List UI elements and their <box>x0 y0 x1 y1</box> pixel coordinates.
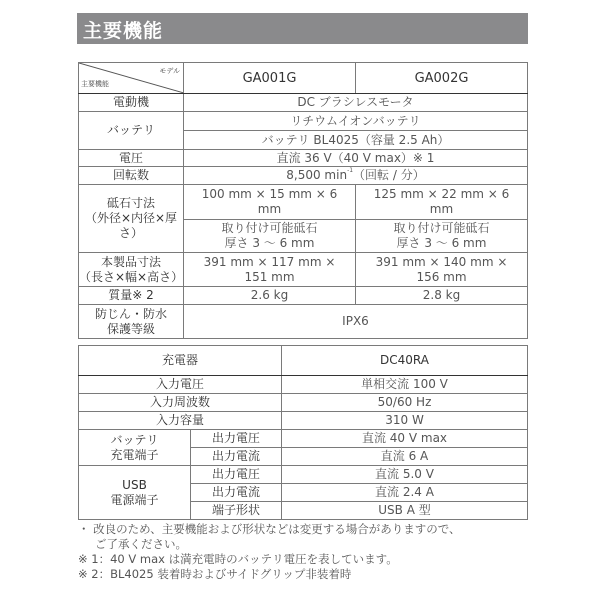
rpm-label: 回転数 <box>79 167 184 185</box>
motor-value: DC ブラシレスモータ <box>184 94 528 112</box>
wheel-size-label-line1: 砥石寸法 <box>106 196 155 210</box>
charger-header-row <box>79 346 528 376</box>
input-voltage-label: 入力電圧 <box>79 376 282 394</box>
input-frequency-label: 入力周波数 <box>79 394 282 412</box>
input-frequency-row <box>79 394 528 412</box>
usb-terminal-label-line2: 電源端子 <box>110 492 159 507</box>
protection-label-line1: 防じん・防水 <box>94 306 167 321</box>
battery-output-current-value: 直流 6 A <box>282 448 528 466</box>
wheel-thickness-ga001g: 取り付け可能砥石 厚さ 3 ～ 6 mm <box>184 220 356 253</box>
voltage-row <box>79 150 528 167</box>
rpm-exponent: -1 <box>347 167 354 174</box>
input-capacity-row <box>79 412 528 430</box>
wheel-size-ga002g: 125 mm × 22 mm × 6 mm <box>356 185 528 220</box>
rpm-row <box>79 167 528 185</box>
battery-output-voltage-label: 出力電圧 <box>191 430 282 448</box>
protection-value: IPX6 <box>184 305 528 339</box>
usb-output-current-label: 出力電流 <box>191 484 282 502</box>
battery-row <box>79 112 528 131</box>
battery-model: バッテリ BL4025（容量 2.5 Ah） <box>184 131 528 150</box>
dimensions-label-line2: （長さ×幅×高さ） <box>79 269 184 284</box>
motor-label: 電動機 <box>79 94 184 112</box>
model-ga002g: GA002G <box>356 63 528 94</box>
usb-output-voltage-value: 直流 5.0 V <box>282 466 528 484</box>
input-frequency-value: 50/60 Hz <box>282 394 528 412</box>
battery-type: リチウムイオンバッテリ <box>184 112 528 131</box>
wheel-size-label-line2: （外径×内径×厚さ） <box>84 211 178 240</box>
note-improvement: ・ 改良のため、主要機能および形状などは変更する場合がありますので、 <box>78 522 461 536</box>
battery-terminal-label-line1: バッテリ <box>110 432 159 447</box>
voltage-value: 直流 36 V（40 V max）※ 1 <box>184 150 528 167</box>
charger-table <box>78 345 528 520</box>
usb-terminal-label-line1: USB <box>122 477 147 492</box>
weight-ga002g: 2.8 kg <box>356 287 528 305</box>
battery-terminal-label <box>79 430 191 466</box>
footnote-1: ※ 1：40 V max は満充電時のバッテリ電圧を表しています。 <box>78 552 398 566</box>
dimensions-row <box>79 253 528 287</box>
voltage-label: 電圧 <box>79 150 184 167</box>
battery-terminal-voltage-row <box>79 430 528 448</box>
rpm-value <box>184 167 528 185</box>
corner-top-label: モデル <box>159 67 180 75</box>
motor-row <box>79 94 528 112</box>
usb-output-current-value: 直流 2.4 A <box>282 484 528 502</box>
corner-cell <box>79 63 184 94</box>
rpm-number: 8,500 min <box>286 168 348 182</box>
protection-label-line2: 保護等級 <box>106 321 155 336</box>
input-capacity-label: 入力容量 <box>79 412 282 430</box>
dimensions-ga002g: 391 mm × 140 mm × 156 mm <box>356 253 528 287</box>
battery-output-current-label: 出力電流 <box>191 448 282 466</box>
wheel-size-label <box>79 185 184 253</box>
input-capacity-value: 310 W <box>282 412 528 430</box>
input-voltage-row <box>79 376 528 394</box>
weight-row <box>79 287 528 305</box>
charger-model: DC40RA <box>282 346 528 376</box>
note-improvement-cont: ご了承ください。 <box>95 537 187 551</box>
section-title: 主要機能 <box>83 20 164 42</box>
battery-output-voltage-value: 直流 40 V max <box>282 430 528 448</box>
spec-table <box>78 62 528 339</box>
usb-output-voltage-label: 出力電圧 <box>191 466 282 484</box>
section-title-bar <box>77 13 528 44</box>
usb-terminal-shape-label: 端子形状 <box>191 502 282 520</box>
model-ga001g: GA001G <box>184 63 356 94</box>
usb-voltage-row <box>79 466 528 484</box>
wheel-size-row <box>79 185 528 220</box>
notes <box>78 522 538 582</box>
usb-terminal-shape-value: USB A 型 <box>282 502 528 520</box>
dimensions-label-line1: 本製品寸法 <box>100 254 161 269</box>
battery-terminal-label-line2: 充電端子 <box>110 447 159 462</box>
input-voltage-value: 単相交流 100 V <box>282 376 528 394</box>
wheel-size-ga001g: 100 mm × 15 mm × 6 mm <box>184 185 356 220</box>
usb-terminal-label <box>79 466 191 520</box>
battery-label: バッテリ <box>79 112 184 150</box>
protection-label <box>79 305 184 339</box>
protection-row <box>79 305 528 339</box>
wheel-thickness-ga002g: 取り付け可能砥石 厚さ 3 ～ 6 mm <box>356 220 528 253</box>
corner-bottom-label: 主要機能 <box>81 80 109 88</box>
charger-header-label: 充電器 <box>79 346 282 376</box>
weight-label: 質量※ 2 <box>79 287 184 305</box>
rpm-unit: （回転 / 分） <box>353 168 425 182</box>
dimensions-label <box>79 253 184 287</box>
footnote-2: ※ 2：BL4025 装着時およびサイドグリップ非装着時 <box>78 567 352 581</box>
weight-ga001g: 2.6 kg <box>184 287 356 305</box>
model-header-row <box>79 63 528 94</box>
dimensions-ga001g: 391 mm × 117 mm × 151 mm <box>184 253 356 287</box>
